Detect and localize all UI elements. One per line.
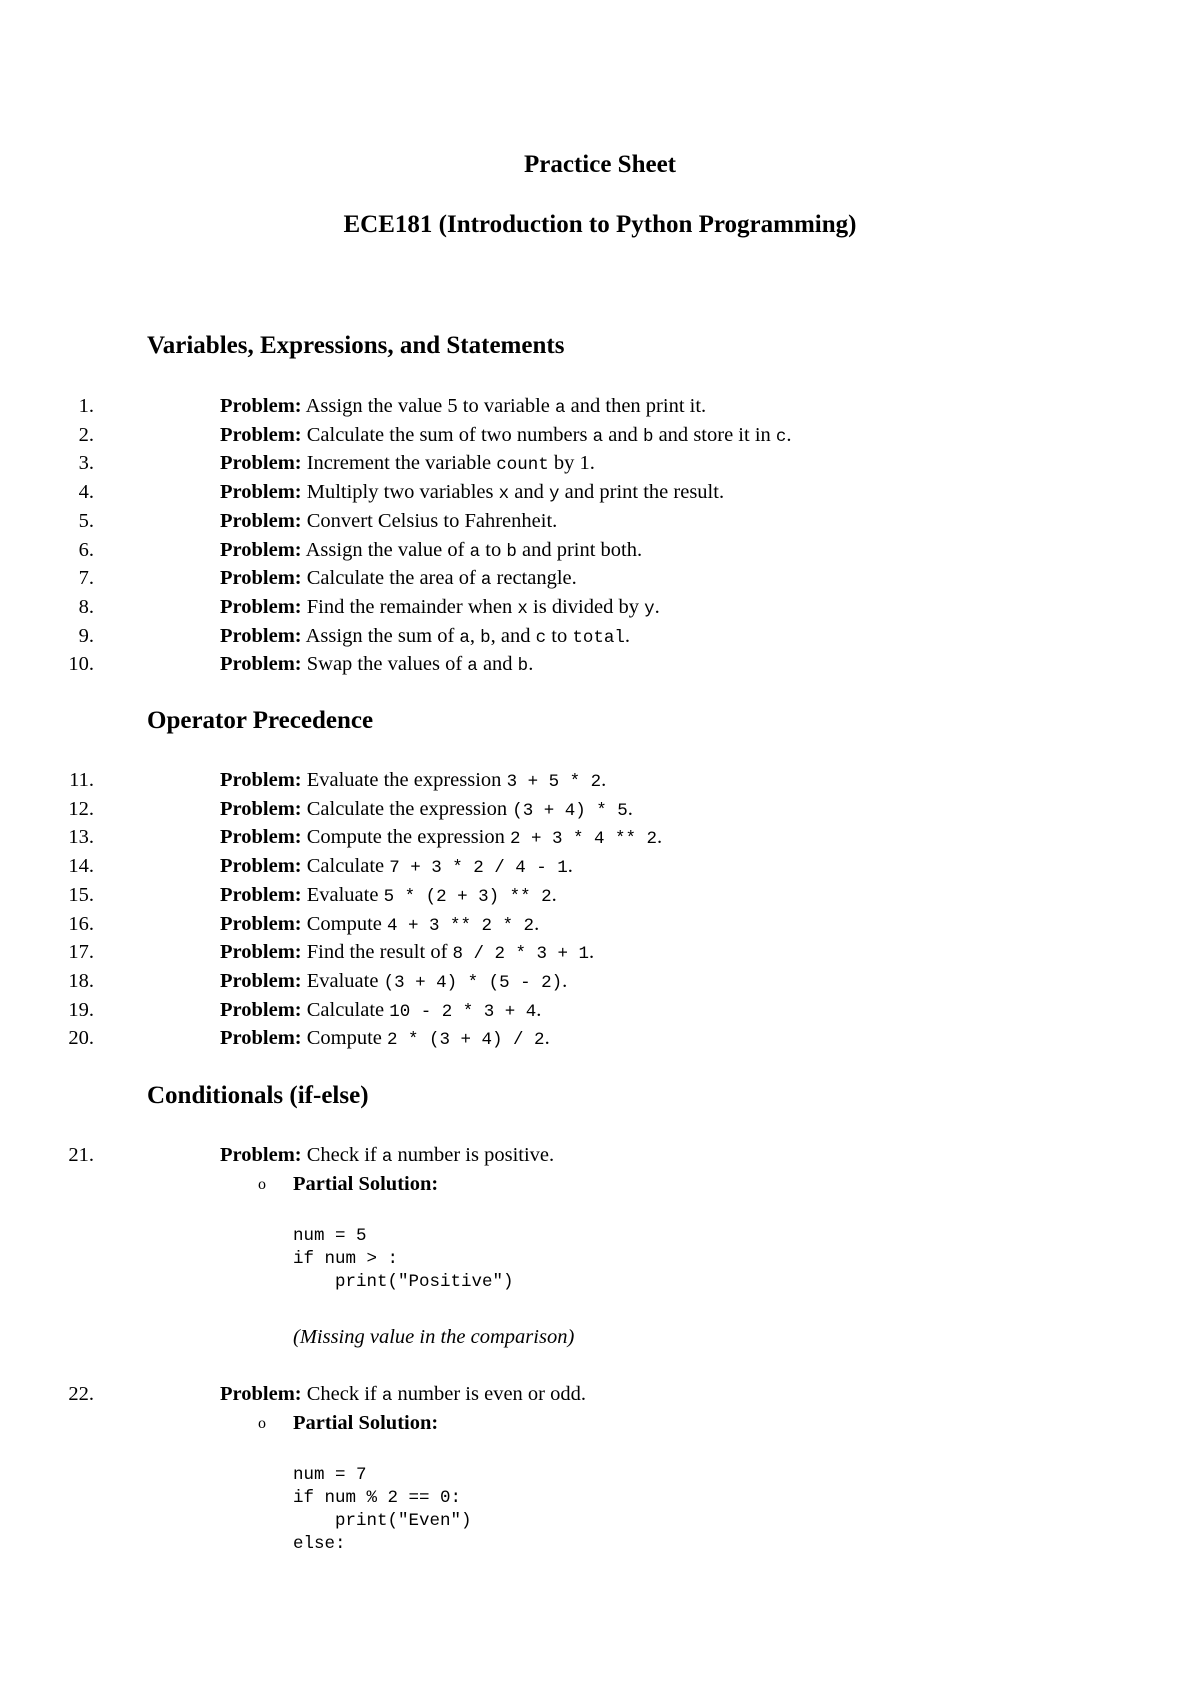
problem-text: Find the result of 8 / 2 * 3 + 1.	[306, 941, 595, 965]
problem-label: Problem:	[220, 855, 302, 878]
partial-solution-label: Partial Solution:	[293, 1173, 439, 1195]
problem-label: Problem:	[220, 769, 302, 791]
problem-number: 5.	[78, 509, 94, 532]
problem-text: Increment the variable count by 1.	[306, 452, 595, 476]
problem-text: Check if a number is even or odd.	[306, 1383, 586, 1406]
solution-note-21: (Missing value in the comparison)	[293, 1326, 575, 1348]
problem-text: Assign the sum of a, b, and c to total.	[305, 624, 631, 648]
problem-text: Check if a number is positive.	[306, 1144, 555, 1167]
problem-label: Problem:	[220, 423, 302, 446]
problem-number: 15.	[68, 883, 94, 906]
problem-label: Problem:	[220, 912, 302, 935]
problem-number: 9.	[78, 624, 94, 647]
problem-label: Problem:	[220, 883, 302, 906]
problem-text: Evaluate (3 + 4) * (5 - 2).	[306, 969, 568, 993]
document-subtitle: ECE181 (Introduction to Python Programming)	[343, 211, 857, 238]
problem-text: Calculate 10 - 2 * 3 + 4.	[306, 998, 542, 1022]
problem-label: Problem:	[220, 998, 302, 1021]
problem-label: Problem:	[220, 797, 302, 820]
problem-number: 10.	[68, 653, 94, 676]
problem-text: Compute 4 + 3 ** 2 * 2.	[306, 912, 540, 936]
problem-number: 4.	[78, 481, 94, 504]
problem-label: Problem:	[220, 481, 302, 504]
code-block-21: num = 5 if num > : print("Positive")	[293, 1226, 514, 1292]
problem-number: 18.	[68, 969, 94, 992]
problem-label: Problem:	[220, 395, 302, 417]
problem-label: Problem:	[220, 941, 302, 964]
problem-label: Problem:	[220, 826, 302, 849]
problem-label: Problem:	[220, 1027, 302, 1050]
problem-text: Compute 2 * (3 + 4) / 2.	[306, 1027, 550, 1051]
section-heading-variables: Variables, Expressions, and Statements	[147, 332, 565, 359]
problem-label: Problem:	[220, 567, 302, 590]
problem-number: 6.	[78, 538, 94, 561]
problem-label: Problem:	[220, 452, 302, 475]
problem-number: 7.	[78, 567, 94, 590]
problem-label: Problem:	[220, 595, 302, 618]
problem-label: Problem:	[220, 1383, 302, 1405]
partial-solution-label: Partial Solution:	[293, 1412, 439, 1434]
circle-bullet-icon: o	[258, 1415, 266, 1432]
problem-number: 8.	[78, 595, 94, 618]
problem-text: Compute the expression 2 + 3 * 4 ** 2.	[306, 826, 663, 850]
circle-bullet-icon: o	[258, 1176, 266, 1193]
problem-text: Assign the value 5 to variable a and then print it.	[305, 395, 707, 418]
problem-number: 11.	[69, 769, 94, 791]
problem-label: Problem:	[220, 969, 302, 992]
problem-text: Evaluate the expression 3 + 5 * 2.	[306, 769, 607, 792]
section-heading-conditionals: Conditionals (if-else)	[147, 1082, 369, 1109]
problem-text: Swap the values of a and b.	[306, 653, 534, 677]
problem-number: 17.	[68, 941, 94, 964]
problem-text: Convert Celsius to Fahrenheit.	[306, 509, 558, 532]
problem-text: Calculate 7 + 3 * 2 / 4 - 1.	[306, 855, 573, 879]
problem-number: 21.	[68, 1144, 94, 1166]
problem-number: 22.	[68, 1383, 94, 1405]
problem-text: Calculate the expression (3 + 4) * 5.	[306, 797, 633, 821]
problem-label: Problem:	[220, 624, 302, 647]
problem-label: Problem:	[220, 653, 302, 676]
problem-text: Calculate the area of a rectangle.	[306, 567, 577, 591]
problem-text: Find the remainder when x is divided by y.	[306, 595, 660, 619]
problem-number: 19.	[68, 998, 94, 1021]
problem-number: 13.	[68, 826, 94, 849]
problem-number: 12.	[68, 797, 94, 820]
problem-text: Multiply two variables x and y and print the result.	[306, 481, 725, 505]
problem-label: Problem:	[220, 538, 302, 561]
problem-number: 14.	[68, 855, 94, 878]
problem-label: Problem:	[220, 1144, 302, 1166]
problem-number: 2.	[78, 423, 94, 446]
problem-text: Assign the value of a to b and print both.	[305, 538, 643, 562]
code-block-22: num = 7 if num % 2 == 0: print("Even") else:	[293, 1465, 472, 1554]
problem-text: Calculate the sum of two numbers a and b and store it in c.	[306, 423, 792, 447]
problem-number: 3.	[78, 452, 94, 475]
problem-number: 16.	[68, 912, 94, 935]
section-heading-operator-precedence: Operator Precedence	[147, 707, 374, 734]
document-title: Practice Sheet	[523, 151, 676, 178]
problem-number: 1.	[78, 395, 94, 417]
problem-text: Evaluate 5 * (2 + 3) ** 2.	[306, 883, 557, 907]
problem-number: 20.	[68, 1027, 94, 1050]
problem-label: Problem:	[220, 509, 302, 532]
